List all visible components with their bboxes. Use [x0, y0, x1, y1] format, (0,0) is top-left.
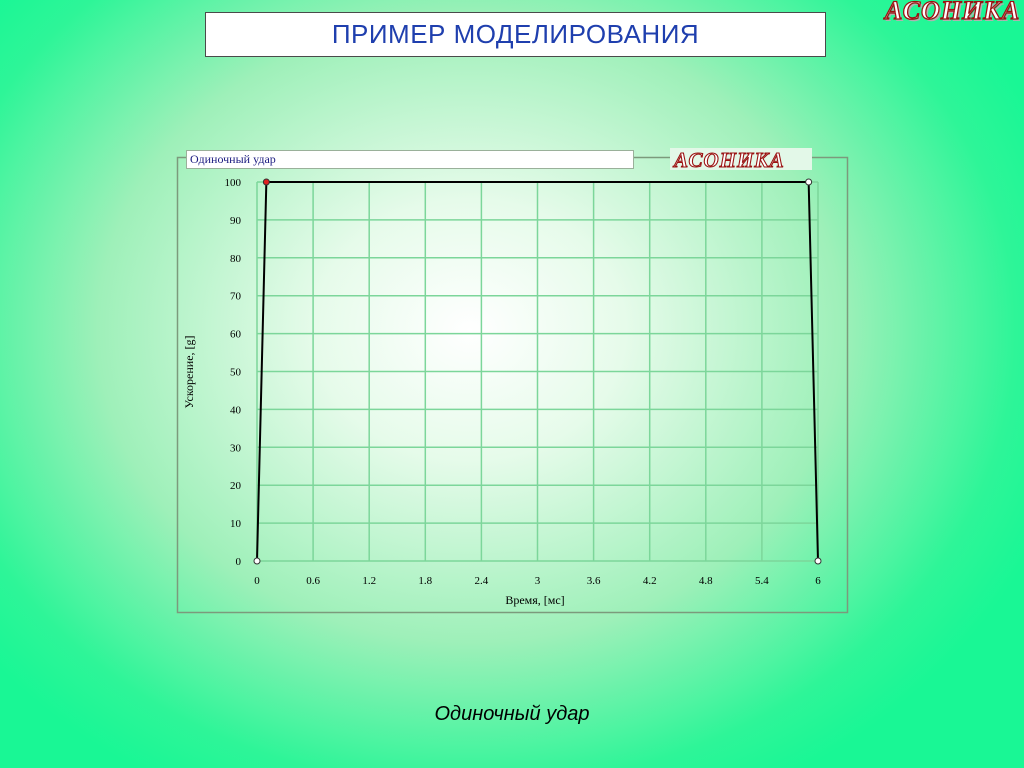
x-tick-label: 6 — [815, 575, 821, 587]
slide-title: ПРИМЕР МОДЕЛИРОВАНИЯ — [331, 19, 700, 49]
y-tick-label: 50 — [230, 366, 241, 379]
y-axis-label: Ускорение, [g] — [182, 335, 196, 409]
y-tick-label: 10 — [230, 518, 241, 531]
data-point-marker — [806, 179, 812, 185]
data-point-marker — [815, 558, 821, 564]
x-tick-label: 4.8 — [698, 575, 713, 587]
x-tick-label: 0.6 — [306, 575, 320, 587]
y-tick-label: 90 — [230, 214, 241, 227]
slide-caption: Одиночный удар — [434, 703, 590, 725]
grid-lines — [257, 182, 818, 561]
x-tick-label: 3 — [534, 575, 541, 587]
x-tick-label: 3.6 — [586, 575, 601, 587]
x-axis-label: Время, [мс] — [505, 593, 565, 607]
y-tick-label: 80 — [230, 252, 241, 265]
chart-logo: АСОНИКА — [674, 148, 785, 172]
y-tick-label: 0 — [235, 556, 241, 568]
asonika-logo: АСОНИКА — [885, 0, 1021, 25]
chart-frame — [178, 158, 848, 613]
x-tick-label: 1.8 — [418, 575, 433, 587]
x-tick-label: 5.4 — [755, 575, 769, 587]
tick-labels — [225, 177, 822, 587]
y-tick-label: 40 — [230, 404, 241, 417]
y-tick-label: 30 — [230, 442, 241, 455]
data-point-marker — [263, 179, 269, 185]
y-tick-label: 100 — [224, 177, 241, 189]
y-tick-label: 60 — [230, 328, 241, 341]
y-tick-label: 70 — [230, 290, 241, 303]
x-tick-label: 0 — [254, 575, 260, 587]
y-tick-label: 20 — [230, 480, 241, 493]
chart-title: Одиночный удар — [190, 152, 276, 166]
x-tick-label: 1.2 — [362, 575, 377, 587]
x-tick-label: 2.4 — [474, 575, 489, 587]
x-tick-label: 4.2 — [642, 575, 657, 587]
data-point-marker — [254, 558, 260, 564]
